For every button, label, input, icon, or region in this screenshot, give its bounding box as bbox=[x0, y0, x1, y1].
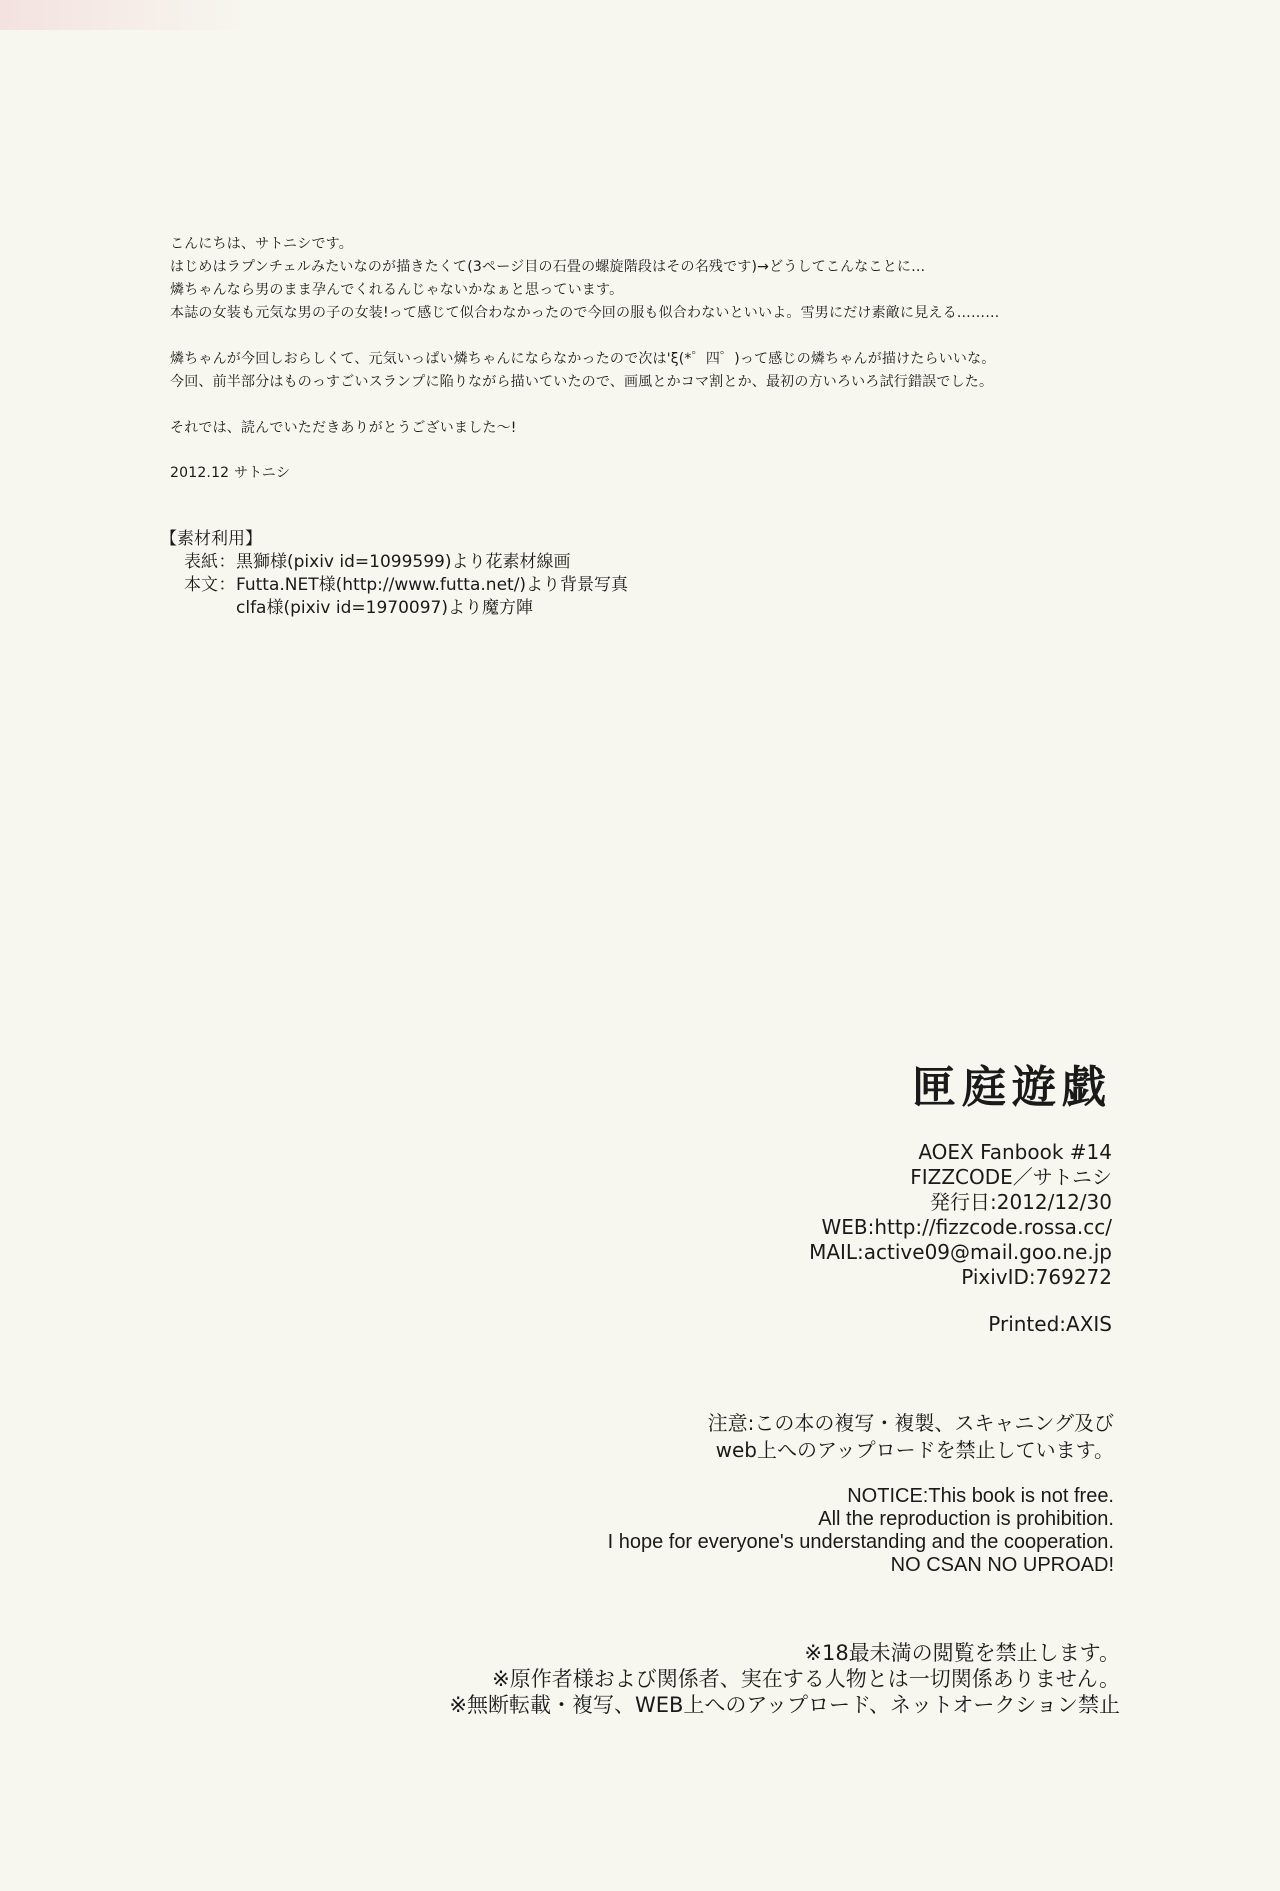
materials-cover-text: 黒獅様(pixiv id=1099599)より花素材線画 bbox=[236, 552, 571, 572]
afterword-line: 燐ちゃんなら男のまま孕んでくれるんじゃないかなぁと思っています。 bbox=[170, 282, 624, 298]
colophon-series: AOEX Fanbook #14 bbox=[918, 1140, 1112, 1164]
warning-line: ※原作者様および関係者、実在する人物とは一切関係ありません。 bbox=[492, 1667, 1120, 1691]
notice-en-line: NOTICE:This book is not free. bbox=[847, 1485, 1114, 1507]
book-title: 匣庭遊戯 bbox=[912, 1062, 1112, 1113]
colophon-web: WEB:http://fizzcode.rossa.cc/ bbox=[821, 1215, 1112, 1239]
afterword-line: 今回、前半部分はものっすごいスランプに陥りながら描いていたので、画風とかコマ割とか、最初の方いろいろ試行錯誤でした。 bbox=[170, 374, 994, 390]
afterword-line: はじめはラプンチェルみたいなのが描きたくて(3ページ目の石畳の螺旋階段はその名残です)→どうしてこんなことに… bbox=[170, 259, 926, 275]
notice-en-line: All the reproduction is prohibition. bbox=[818, 1508, 1114, 1530]
warning-line: ※無断転載・複写、WEB上へのアップロード、ネットオークション禁止 bbox=[449, 1693, 1120, 1717]
afterword-signature: 2012.12 サトニシ bbox=[170, 465, 291, 481]
print-smudge bbox=[0, 0, 260, 30]
colophon-date: 発行日:2012/12/30 bbox=[929, 1190, 1112, 1214]
materials-heading: 【素材利用】 bbox=[160, 529, 262, 549]
colophon bbox=[512, 1060, 1112, 1337]
materials-separator: ： bbox=[218, 575, 236, 595]
colophon-pixiv: PixivID:769272 bbox=[961, 1265, 1112, 1289]
colophon-mail: MAIL:active09@mail.goo.ne.jp bbox=[809, 1240, 1112, 1264]
afterword-closing: それでは、読んでいただきありがとうございました〜! bbox=[170, 420, 517, 436]
materials-body-text: Futta.NET様(http://www.futta.net/)より背景写真 bbox=[236, 575, 629, 595]
notice-jp-line: web上へのアップロードを禁止しています。 bbox=[715, 1438, 1114, 1462]
materials-body-text-2: clfa様(pixiv id=1970097)より魔方陣 bbox=[236, 598, 533, 618]
notice-jp-line: 注意:この本の複写・複製、スキャニング及び bbox=[707, 1411, 1114, 1435]
materials-credits bbox=[160, 528, 720, 620]
colophon-printer: Printed:AXIS bbox=[988, 1312, 1112, 1336]
afterword-line: 本誌の女装も元気な男の子の女装!って感じて似合わなかったので今回の服も似合わないといいよ。雪男にだけ素敵に見える……… bbox=[170, 305, 1000, 321]
notice-en-line: I hope for everyone's understanding and the cooperation. bbox=[607, 1531, 1114, 1553]
notice-en-line: NO CSAN NO UPROAD! bbox=[890, 1554, 1114, 1576]
materials-body-row bbox=[160, 574, 720, 597]
materials-separator: ： bbox=[218, 552, 236, 572]
colophon-circle: FIZZCODE／サトニシ bbox=[910, 1165, 1112, 1189]
materials-cover-label: 表紙 bbox=[184, 552, 218, 572]
warning-line: ※18最未満の閲覧を禁止します。 bbox=[804, 1641, 1120, 1665]
afterword-line: 燐ちゃんが今回しおらしくて、元気いっぱい燐ちゃんにならなかったので次は'ξ(*゜四゜)って感じの燐ちゃんが描けたらいいな。 bbox=[170, 351, 996, 367]
materials-cover-row bbox=[160, 551, 720, 574]
afterword-greeting: こんにちは、サトニシです。 bbox=[170, 236, 353, 252]
notice-japanese bbox=[708, 1410, 1114, 1464]
notice-english bbox=[608, 1485, 1114, 1577]
afterword bbox=[170, 233, 1130, 485]
materials-body-label: 本文 bbox=[184, 575, 218, 595]
warnings bbox=[449, 1640, 1120, 1718]
